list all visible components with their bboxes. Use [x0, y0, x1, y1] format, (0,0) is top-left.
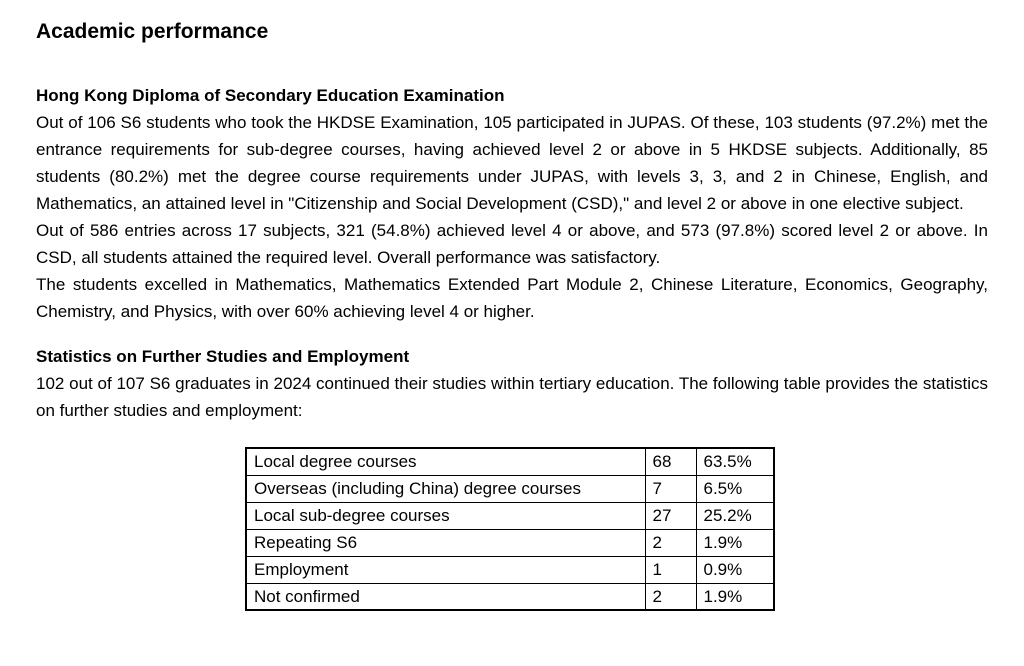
- row-label: Local sub-degree courses: [246, 502, 645, 529]
- table-row: [246, 556, 774, 583]
- page-title: Academic performance: [36, 20, 269, 43]
- row-percent: 1.9%: [696, 583, 774, 610]
- row-count: 2: [645, 529, 696, 556]
- further-studies-table-body: [246, 448, 774, 610]
- section-heading-hkdse: Hong Kong Diploma of Secondary Education Examination: [36, 86, 505, 105]
- table-row: [246, 448, 774, 475]
- row-count: 27: [645, 502, 696, 529]
- table-row: [246, 502, 774, 529]
- section-heading-further-studies: Statistics on Further Studies and Employment: [36, 347, 410, 366]
- row-percent: 1.9%: [696, 529, 774, 556]
- row-count: 1: [645, 556, 696, 583]
- row-label: Overseas (including China) degree courses: [246, 475, 645, 502]
- row-percent: 6.5%: [696, 475, 774, 502]
- row-percent: 0.9%: [696, 556, 774, 583]
- row-label: Not confirmed: [246, 583, 645, 610]
- row-count: 2: [645, 583, 696, 610]
- row-label: Repeating S6: [246, 529, 645, 556]
- table-row: [246, 529, 774, 556]
- paragraph-further-studies-intro: 102 out of 107 S6 graduates in 2024 continued their studies within tertiary education. The following table provides the statistics on further studies and employment:: [36, 374, 988, 420]
- table-row: [246, 475, 774, 502]
- row-percent: 25.2%: [696, 502, 774, 529]
- row-label: Local degree courses: [246, 448, 645, 475]
- row-count: 68: [645, 448, 696, 475]
- row-label: Employment: [246, 556, 645, 583]
- paragraph-hkdse-jupas: Out of 106 S6 students who took the HKDSE Examination, 105 participated in JUPAS. Of these, 103 students (97.2%) met the entrance requirements for sub-degree courses, having achieved level 2 or above in 5 HKDSE subjects. Additionally, 85 students (80.2%) met the degree course requirements under JUPAS, with levels 3, 3, and 2 in Chinese, English, and Mathematics, an attained level in "Citizenship and Social Development (CSD)," and level 2 or above in one elective subject.: [36, 113, 988, 213]
- paragraph-hkdse-excelled-subjects: The students excelled in Mathematics, Mathematics Extended Part Module 2, Chinese Literature, Economics, Geography, Chemistry, and Physics, with over 60% achieving level 4 or higher.: [36, 275, 988, 321]
- further-studies-table: [245, 447, 775, 611]
- row-percent: 63.5%: [696, 448, 774, 475]
- paragraph-hkdse-entries: Out of 586 entries across 17 subjects, 321 (54.8%) achieved level 4 or above, and 573 (97.8%) scored level 2 or above. In CSD, all students attained the required level. Overall performance was satisfactory.: [36, 221, 988, 267]
- table-row: [246, 583, 774, 610]
- row-count: 7: [645, 475, 696, 502]
